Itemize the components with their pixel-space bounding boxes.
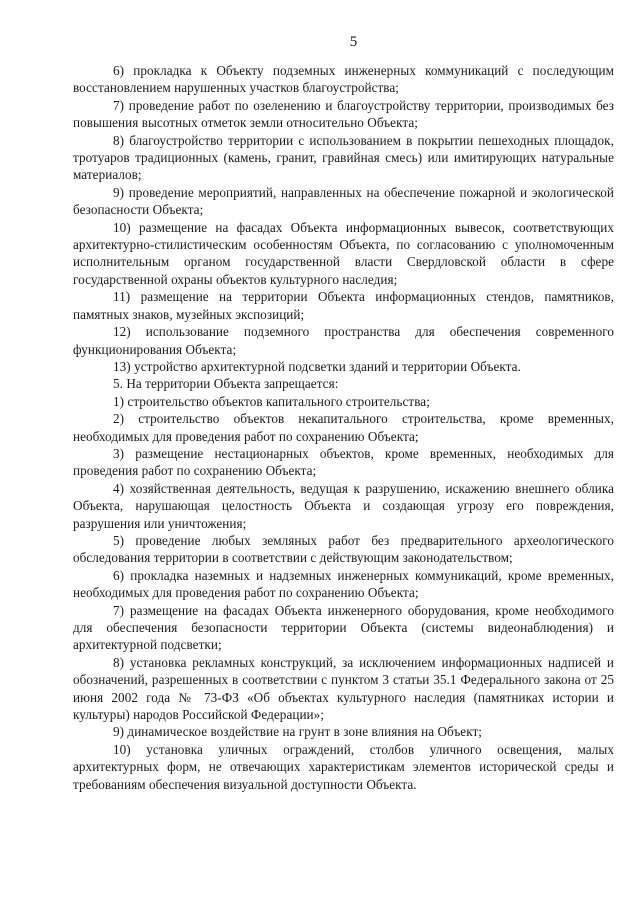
paragraph-prohibited-4: 4) хозяйственная деятельность, ведущая к разрушению, искажению внешнего облика Объекта, нарушающая целостность Объекта и создающая угрозу его повреждения, разрушения или уничтожения;	[73, 480, 614, 531]
paragraph-allowed-8: 8) благоустройство территории с использованием в покрытии пешеходных площадок, тротуаров традиционных (камень, гранит, гравийная смесь) или имитирующих натуральные материалов;	[73, 132, 614, 183]
paragraph-prohibited-9: 9) динамическое воздействие на грунт в зоне влияния на Объект;	[113, 724, 483, 740]
paragraph-prohibited-7: 7) размещение на фасадах Объекта инженерного оборудования, кроме необходимого для обеспечения безопасности территории Объекта (системы видеонаблюдения) и архитектурной подсветки;	[73, 602, 614, 653]
paragraph-prohibited-1: 1) строительство объектов капитального строительства;	[113, 393, 430, 409]
paragraph-allowed-12: 12) использование подземного пространства для обеспечения современного функционирования Объекта;	[73, 324, 614, 357]
paragraph-prohibited-10: 10) установка уличных ограждений, столбов уличного освещения, малых архитектурных форм, не отвечающих характеристикам элементов исторической среды и требованиям обеспечения визуальной доступности Объекта.	[73, 741, 614, 792]
paragraph-prohibited-6: 6) прокладка наземных и надземных инженерных коммуникаций, кроме временных, необходимых для проведения работ по сохранению Объекта;	[73, 567, 614, 601]
paragraph-prohibited-5: 5) проведение любых земляных работ без предварительного археологического обследования территории в соответствии с действующим законодательством;	[73, 532, 614, 566]
paragraph-prohibited-3: 3) размещение нестационарных объектов, кроме временных, необходимых для проведения работ по сохранению Объекта;	[73, 445, 614, 479]
paragraph-allowed-10: 10) размещение на фасадах Объекта информационных вывесок, соответствующих архитектурно-стилистическим особенностям Объекта, по согласованию с уполномоченным исполнительным органом государственной власти Свердловской области в сфере государственной охраны объектов культурного наследия;	[73, 219, 614, 287]
paragraph-prohibited-2: 2) строительство объектов некапитального строительства, кроме временных, необходимых для проведения работ по сохранению Объекта;	[73, 411, 614, 444]
paragraph-allowed-9: 9) проведение мероприятий, направленных на обеспечение пожарной и экологической безопасности Объекта;	[73, 184, 614, 218]
paragraph-prohibited-8: 8) установка рекламных конструкций, за исключением информационных надписей и обозначений, разрешенных в соответствии с пунктом 3 статьи 35.1 Федерального закона от 25 июня 2002 года № 73-ФЗ «Об объектах культурного наследия (памятниках истории и культуры) народов Российской Федерации»;	[73, 654, 614, 723]
paragraph-allowed-6: 6) прокладка к Объекту подземных инженерных коммуникаций с последующим восстановлением нарушенных участков благоустройства;	[73, 63, 614, 96]
paragraph-allowed-11: 11) размещение на территории Объекта информационных стендов, памятников, памятных знаков, музейных экспозиций;	[73, 289, 614, 322]
paragraph-allowed-7: 7) проведение работ по озеленению и благоустройству территории, производимых без повышения высотных отметок земли относительно Объекта;	[73, 97, 614, 131]
paragraph-allowed-13: 13) устройство архитектурной подсветки зданий и территории Объекта.	[113, 358, 521, 374]
section-heading-prohibited: 5. На территории Объекта запрещается:	[113, 376, 339, 392]
page-number: 5	[349, 34, 358, 50]
